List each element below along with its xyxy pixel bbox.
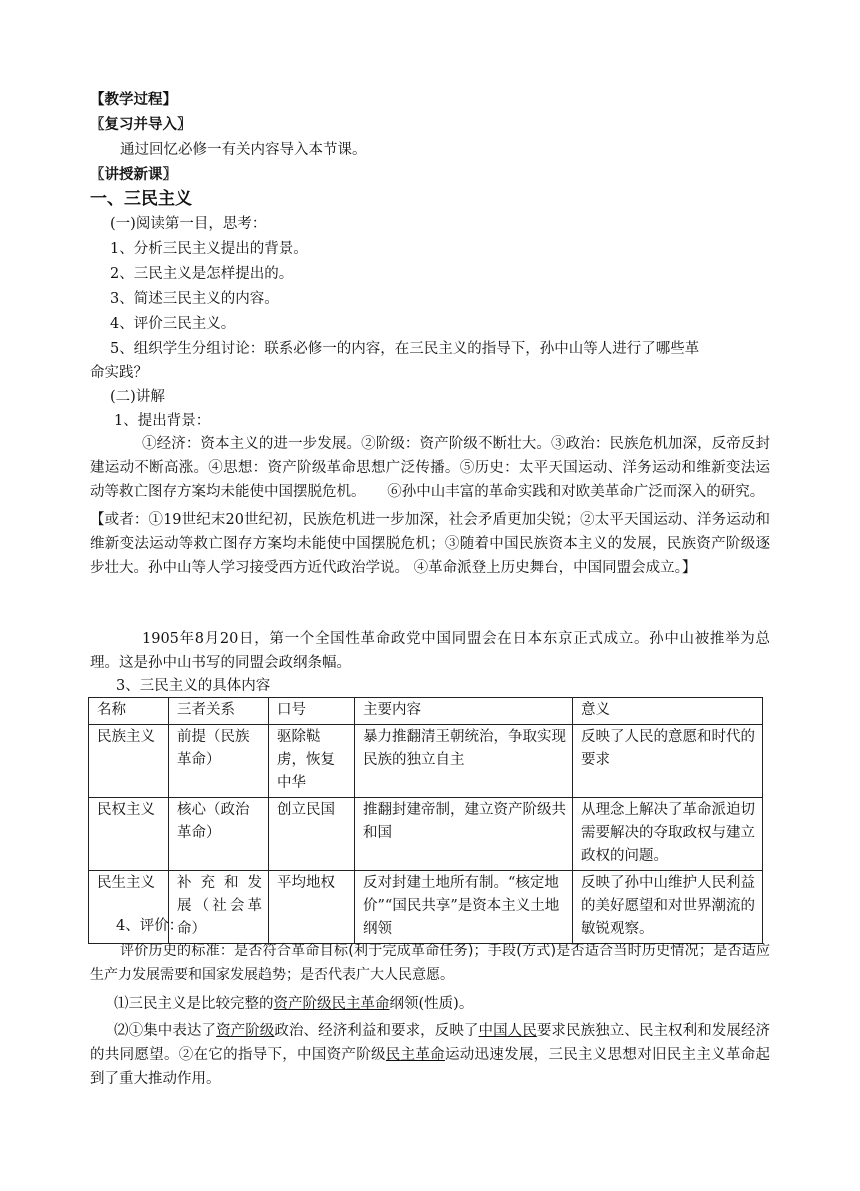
column-header: 意义 <box>573 698 763 725</box>
underlined-text: 资产阶级 <box>216 1023 275 1039</box>
text-span: 政治、经济利益和要求，反映了 <box>274 1023 479 1039</box>
table-cell: 前提（民族革命） <box>169 725 269 798</box>
question-item: 4、评价三民主义。 <box>110 316 236 332</box>
column-header: 主要内容 <box>355 698 573 725</box>
table-cell: 反映了孙中山维护人民利益的美好愿望和对世界潮流的敏锐观察。 <box>573 871 763 944</box>
table-caption: 3、三民主义的具体内容 <box>116 678 271 694</box>
section-heading-review: 〖复习并导入〗 <box>90 116 192 133</box>
question-item: 5、组织学生分组讨论：联系必修一的内容，在三民主义的指导下，孙中山等人进行了哪些革 <box>110 341 700 357</box>
table-row <box>89 725 763 798</box>
column-header: 名称 <box>89 698 169 725</box>
table-cell: 从理念上解决了革命派迫切需要解决的夺取政权与建立政权的问题。 <box>573 798 763 871</box>
underlined-text: 资产阶级民主革命 <box>273 996 390 1012</box>
text-span: ⑴三民主义是比较完整的 <box>114 996 274 1012</box>
question-item: 3、简述三民主义的内容。 <box>110 291 279 307</box>
text-span: 纲领(性质)。 <box>389 996 474 1012</box>
underlined-text: 中国人民 <box>478 1023 537 1039</box>
table-cell: 民权主义 <box>89 798 169 871</box>
text-span: ⑵①集中表达了 <box>114 1023 217 1039</box>
table-cell: 反映了人民的意愿和时代的要求 <box>573 725 763 798</box>
alternative-paragraph: 【或者：①19世纪末20世纪初，民族危机进一步加深，社会矛盾更加尖锐；②太平天国运动、洋务运动和维新变法运动等救亡图存方案均未能使中国摆脱危机；③随着中国民族资本主义的发展，民族资产阶级逐步壮大。孙中山等人学习接受西方近代政治学说。 ④革命派登上历史舞台，中国同盟会成立。】 <box>90 512 770 576</box>
table-header-row <box>89 698 763 725</box>
section-heading-new: 〖讲授新课〗 <box>90 166 177 183</box>
table-cell: 民族主义 <box>89 725 169 798</box>
section-heading-process: 【教学过程】 <box>90 91 177 108</box>
text-span: 要求民族独立、民主权利和发展经济的共同愿望。②在它的指导下，中国资产阶级 <box>90 1023 771 1063</box>
background-paragraph: ①经济：资本主义的进一步发展。②阶级：资产阶级不断壮大。③政治：民族危机加深，反帝反封建运动不断高涨。④思想：资产阶级革命思想广泛传播。⑤历史：太平天国运动、洋务运动和维新变法运动等救亡图存方案均未能使中国摆脱危机。 ⑥孙中山丰富的革命实践和对欧美革命广泛而深入的研究。 <box>90 436 770 500</box>
table-cell: 平均地权 <box>269 871 355 944</box>
reading-intro: (一)阅读第一目，思考： <box>110 216 267 232</box>
table-cell: 推翻封建帝制，建立资产阶级共和国 <box>355 798 573 871</box>
table-cell: 补 充 和 发展（社会革命） <box>169 871 269 944</box>
evaluation-point-1 <box>114 992 473 1016</box>
evaluation-point-2 <box>90 1019 770 1091</box>
founding-paragraph: 1905年8月20日，第一个全国性革命政党中国同盟会在日本东京正式成立。孙中山被推举为总理。这是孙中山书写的同盟会政纲条幅。 <box>90 631 770 671</box>
table-row <box>89 798 763 871</box>
lecture-heading: (二)讲解 <box>110 389 165 405</box>
section-title: 一、三民主义 <box>90 189 192 209</box>
content-table <box>88 697 763 944</box>
question-item: 1、分析三民主义提出的背景。 <box>110 241 308 257</box>
table-cell: 民生主义 <box>89 871 169 944</box>
text-span: 运动迅速发展，三民主义思想对旧民主主义革命起到了重大推动作用。 <box>90 1047 771 1087</box>
table-cell: 创立民国 <box>269 798 355 871</box>
background-heading: 1、提出背景： <box>114 413 211 429</box>
evaluation-heading: 4、评价： <box>116 918 184 934</box>
table-row <box>89 871 763 944</box>
evaluation-criteria: 评价历史的标准：是否符合革命目标(利于完成革命任务)；手段(方式)是否适合当时历史情况；是否适应生产力发展需要和国家发展趋势；是否代表广大人民意愿。 <box>90 943 770 983</box>
table-cell: 暴力推翻清王朝统治，争取实现民族的独立自主 <box>355 725 573 798</box>
column-header: 三者关系 <box>169 698 269 725</box>
review-text: 通过回忆必修一有关内容导入本节课。 <box>120 142 367 158</box>
underlined-text: 民主革命 <box>385 1047 445 1063</box>
table-cell: 核心（政治革命） <box>169 798 269 871</box>
question-item-cont: 命实践？ <box>90 365 148 381</box>
table-cell: 驱除鞑虏，恢复中华 <box>269 725 355 798</box>
table-cell: 反对封建土地所有制。“核定地价”“国民共享”是资本主义土地纲领 <box>355 871 573 944</box>
column-header: 口号 <box>269 698 355 725</box>
question-item: 2、三民主义是怎样提出的。 <box>110 266 294 282</box>
